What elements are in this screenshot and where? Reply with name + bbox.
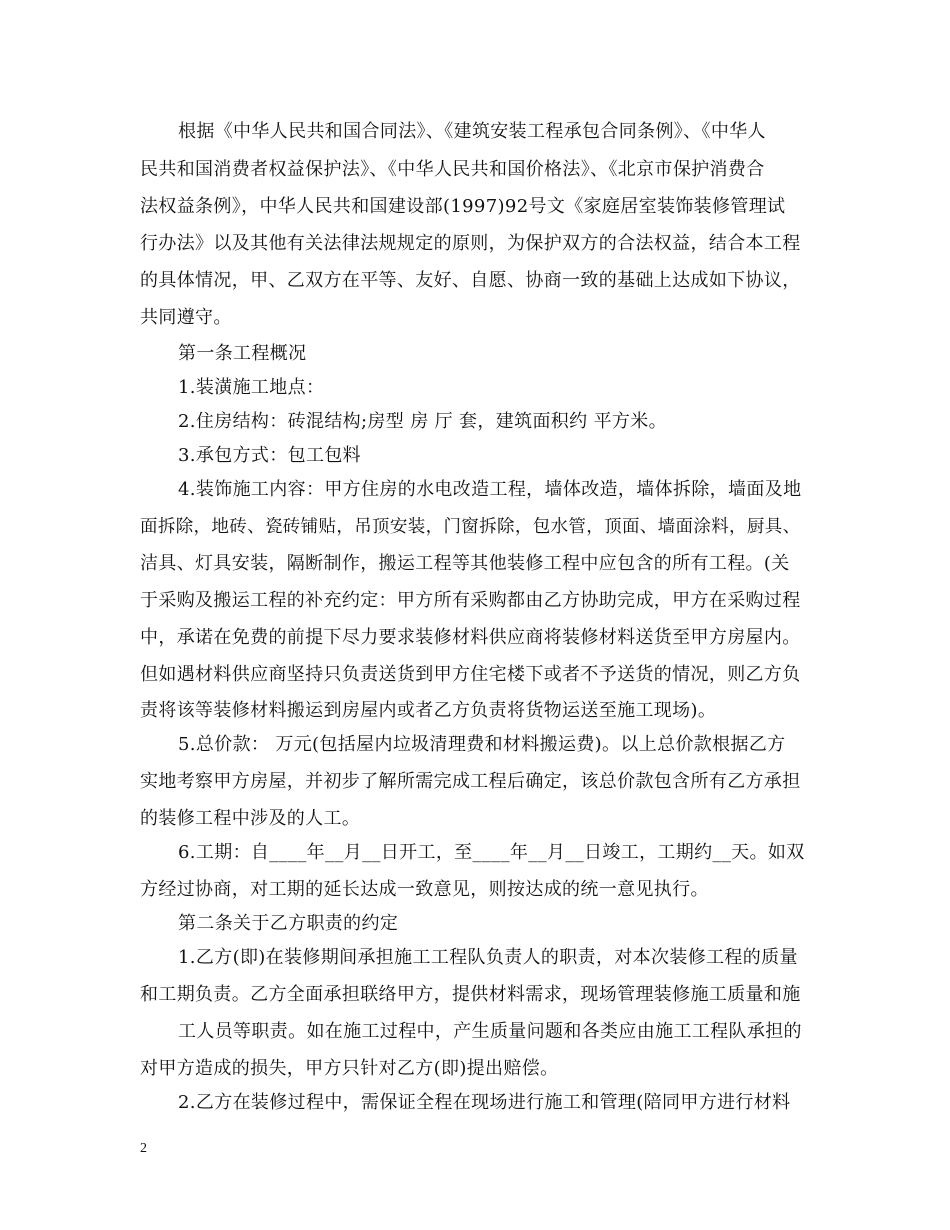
text-line: 实地考察甲方房屋，并初步了解所需完成工程后确定，该总价款包含所有乙方承担 bbox=[140, 771, 801, 792]
text-line: 面拆除，地砖、瓷砖铺贴，吊顶安装，门窗拆除，包水管，顶面、墙面涂料，厨具、 bbox=[140, 517, 801, 537]
text-line: 洁具、灯具安装，隔断制作，搬运工程等其他装修工程中应包含的所有工程。(关 bbox=[140, 553, 790, 574]
text-line: 3.承包方式：包工包料 bbox=[178, 445, 362, 466]
text-line: 1.乙方(即)在装修期间承担施工工程队负责人的职责，对本次装修工程的质量 bbox=[178, 947, 798, 968]
text-line: 2.住房结构：砖混结构;房型 房 厅 套，建筑面积约 平方米。 bbox=[178, 411, 667, 432]
text-line: 4.装饰施工内容：甲方住房的水电改造工程，墙体改造，墙体拆除，墙面及地 bbox=[178, 479, 802, 500]
text-line: 2.乙方在装修过程中，需保证全程在现场进行施工和管理(陪同甲方进行材料 bbox=[178, 1092, 791, 1113]
text-line: 共同遵守。 bbox=[140, 307, 232, 328]
text-line: 法权益条例》，中华人民共和国建设部(1997)92号文《家庭居室装饰装修管理试 bbox=[140, 196, 786, 217]
text-line: 责将该等装修材料搬运到房屋内或者乙方负责将货物运送至施工现场)。 bbox=[140, 700, 717, 721]
text-line: 5.总价款： 万元(包括屋内垃圾清理费和材料搬运费)。以上总价款根据乙方 bbox=[178, 734, 786, 755]
page-number: 2 bbox=[140, 1141, 147, 1156]
text-line: 根据《中华人民共和国合同法》、《建筑安装工程承包合同条例》、《中华人 bbox=[178, 121, 766, 142]
text-line: 的具体情况，甲、乙双方在平等、友好、自愿、协商一致的基础上达成如下协议， bbox=[140, 270, 801, 291]
text-line: 行办法》以及其他有关法律法规规定的原则，为保护双方的合法权益，结合本工程 bbox=[140, 233, 801, 254]
text-line: 6.工期：自____年__月__日开工，至____年__月__日竣工，工期约__天。如双 bbox=[178, 842, 805, 863]
text-line: 工人员等职责。如在施工过程中，产生质量问题和各类应由施工工程队承担的 bbox=[178, 1021, 802, 1042]
text-line: 于采购及搬运工程的补充约定：甲方所有采购都由乙方协助完成，甲方在采购过程 bbox=[140, 590, 801, 611]
text-line: 第一条工程概况 bbox=[178, 343, 307, 364]
text-line: 方经过协商，对工期的延长达成一致意见，则按达成的统一意见执行。 bbox=[140, 879, 709, 900]
text-line: 和工期负责。乙方全面承担联络甲方，提供材料需求，现场管理装修施工质量和施 bbox=[140, 984, 801, 1005]
text-line: 的装修工程中涉及的人工。 bbox=[140, 808, 361, 829]
text-line: 对甲方造成的损失，甲方只针对乙方(即)提出赔偿。 bbox=[140, 1058, 559, 1079]
text-line: 民共和国消费者权益保护法》、《中华人民共和国价格法》、《北京市保护消费合 bbox=[140, 159, 765, 180]
text-line: 中，承诺在免费的前提下尽力要求装修材料供应商将装修材料送货至甲方房屋内。 bbox=[140, 627, 801, 648]
text-line: 1.装潢施工地点： bbox=[178, 377, 325, 398]
text-line: 但如遇材料供应商坚持只负责送货到甲方住宅楼下或者不予送货的情况，则乙方负 bbox=[140, 664, 801, 685]
text-line: 第二条关于乙方职责的约定 bbox=[178, 913, 399, 934]
